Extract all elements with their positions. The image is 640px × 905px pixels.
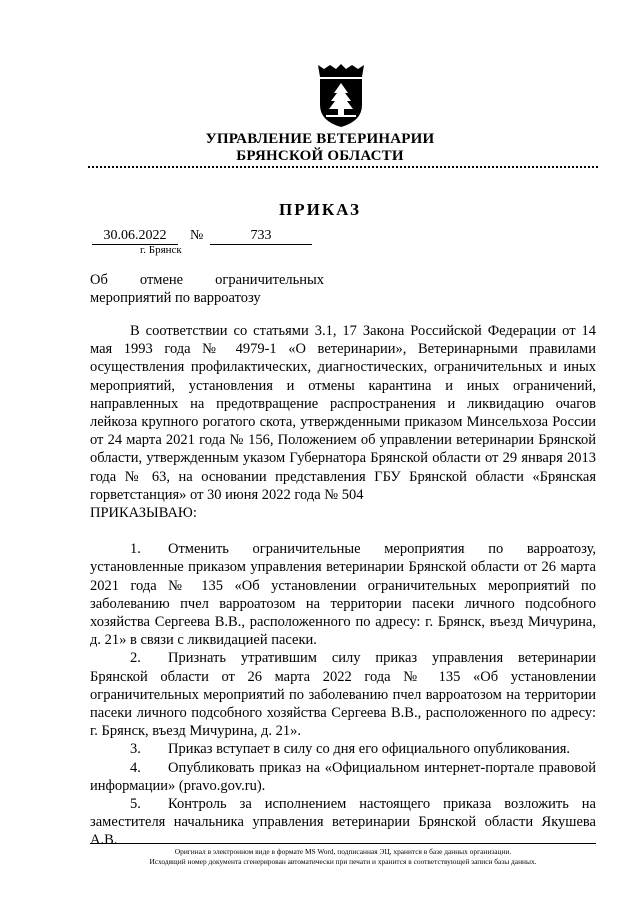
order-item-number: 5. [130, 796, 141, 813]
order-item-3 [90, 740, 596, 758]
organization-name-line-1: УПРАВЛЕНИЕ ВЕТЕРИНАРИИ [205, 131, 435, 147]
footer-note-2: Исходящий номер документа сгенерирован автоматически при печати и хранится в соответствующей записи базы данных. [149, 857, 537, 866]
order-item-number: 3. [130, 741, 141, 758]
order-item-text: Опубликовать приказ на «Официальном интернет-портале правовой информации» (pravo.gov.ru). [90, 759, 596, 794]
document-subject: Об отмене ограничительных мероприятий по варроатозу [90, 272, 324, 306]
order-item-text: Признать утратившим силу приказ управления ветеринарии Брянской области от 26 марта 2022 года № 135 «Об установлении ограничительных мероприятий по заболеванию пчел варроатозом на территории пасеки личного подсобного хозяйства Сергеева В.В., расположенного по адресу: г. Брянск, въезд Мичурина, д. 21». [90, 650, 596, 740]
order-item-2 [90, 649, 596, 740]
organization-name-line-2: БРЯНСКОЙ ОБЛАСТИ [236, 148, 404, 164]
order-item-text: Приказ вступает в силу со дня его официального опубликования. [168, 741, 571, 758]
document-body [90, 322, 596, 850]
order-item-4 [90, 759, 596, 795]
coat-of-arms-icon [314, 55, 368, 129]
header-divider [88, 166, 598, 168]
order-item-1 [90, 540, 596, 649]
footer-divider [90, 843, 596, 844]
decree-word: ПРИКАЗЫВАЮ: [90, 505, 197, 522]
order-item-number: 2. [130, 650, 141, 667]
document-city: г. Брянск [140, 244, 182, 256]
order-item-text: Отменить ограничительные мероприятия по варроатозу, установленные приказом управления ветеринарии Брянской области от 26 марта 2021 года № 135 «Об установлении ограничительных мероприятий по заболеванию пчел варроатозом на территории пасеки личного подсобного хозяйства Сергеева В.В., расположенного по адресу: г. Брянск, въезд Мичурина, д. 21» в связи с ликвидацией пасеки. [90, 541, 596, 649]
order-item-5 [90, 795, 596, 850]
number-sign: № [190, 228, 204, 243]
document-title: ПРИКАЗ [279, 200, 361, 219]
preamble-paragraph: В соответствии со статьями 3.1, 17 Закона Российской Федерации от 14 мая 1993 года № 4979-1 «О ветеринарии», Ветеринарными правилами осуществления профилактических, диагностических, ограничительных и иных мероприятий, установления и отмены карантина и иных ограничений, направленных на предотвращение распространения и ликвидацию очагов лейкоза крупного рогатого скота, утвержденными приказом Минсельхоза России от 24 марта 2021 года № 156, Положением об управлении ветеринарии Брянской области, утвержденным указом Губернатора Брянской области от 29 января 2013 года № 63, на основании представления ГБУ Брянской области «Брянская горветстанция» от 30 июня 2022 года № 504 [90, 323, 596, 503]
footer-note-1: Оригинал в электронном виде в формате MS Word, подписанная ЭЦ, хранится в базе данных организации. [174, 847, 512, 856]
document-date: 30.06.2022 [92, 228, 178, 245]
order-item-number: 1. [130, 541, 141, 558]
document-number: 733 [210, 228, 312, 245]
order-item-text: Контроль за исполнением настоящего приказа возложить на заместителя начальника управления ветеринарии Брянской области Якушева А.В. [90, 796, 596, 849]
order-item-number: 4. [130, 759, 141, 776]
